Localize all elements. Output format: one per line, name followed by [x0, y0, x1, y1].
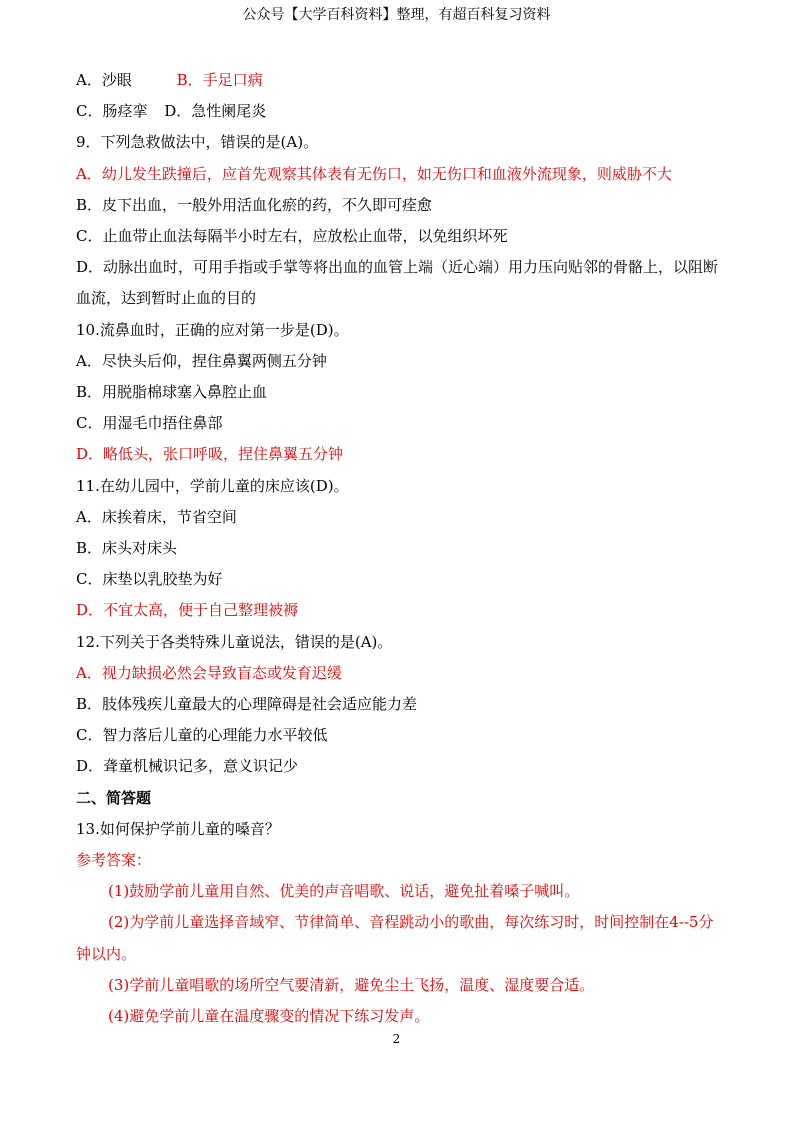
- q11-option-c: C．床垫以乳胶垫为好: [76, 570, 223, 589]
- q8-option-a: A．沙眼: [76, 71, 132, 89]
- page-number: 2: [392, 1032, 401, 1046]
- q13-answer-point-4: (4)避免学前儿童在温度骤变的情况下练习发声。: [108, 1007, 430, 1026]
- q8-options-row-2: [76, 96, 726, 127]
- q10-option-b: B．用脱脂棉球塞入鼻腔止血: [76, 383, 268, 402]
- q9-option-d: D．动脉出血时，可用手指或手掌等将出血的血管上端（近心端）用力压向贴邻的骨骼上，以阻断血流，达到暂时止血的目的: [76, 258, 719, 308]
- q12-option-b: B．肢体残疾儿童最大的心理障碍是社会适应能力差: [76, 695, 418, 714]
- q8-options-row-1: [76, 65, 726, 96]
- q13-stem: 13.如何保护学前儿童的嗓音？: [76, 819, 280, 838]
- q13-answer-point-2: (2)为学前儿童选择音域窄、节律简单、音程跳动小的歌曲，每次练习时，时间控制在4--5分钟以内。: [76, 913, 714, 963]
- q8-option-b-answer: B．手足口病: [176, 71, 263, 89]
- q9-stem: 9．下列急救做法中，错误的是(A)。: [76, 133, 319, 152]
- q10-stem: 10.流鼻血时，正确的应对第一步是(D)。: [76, 320, 349, 339]
- page-header: 公众号【大学百科资料】整理，有超百科复习资料: [242, 7, 551, 23]
- q11-option-b: B．床头对床头: [76, 539, 178, 558]
- q11-option-a: A．床挨着床，节省空间: [76, 507, 237, 526]
- q12-option-a-answer: A．视力缺损必然会导致盲态或发育迟缓: [76, 663, 342, 682]
- q8-option-d: D．急性阑尾炎: [164, 102, 267, 121]
- q9-option-c: C．止血带止血法每隔半小时左右，应放松止血带，以免组织坏死: [76, 227, 508, 246]
- q10-option-a: A．尽快头后仰，捏住鼻翼两侧五分钟: [76, 351, 327, 370]
- q11-option-d-answer: D．不宜太高，便于自己整理被褥: [76, 601, 299, 620]
- document-body: [76, 65, 726, 1032]
- q13-answer-label: 参考答案：: [76, 851, 152, 870]
- section-heading: 二、简答题: [76, 788, 152, 807]
- q12-option-c: C．智力落后儿童的心理能力水平较低: [76, 726, 328, 745]
- q13-answer-point-3: (3)学前儿童唱歌的场所空气要清新，避免尘土飞扬，温度、湿度要合适。: [108, 975, 595, 994]
- q12-option-d: D．聋童机械识记多，意义识记少: [76, 757, 299, 776]
- q9-option-a-answer: A．幼儿发生跌撞后，应首先观察其体表有无伤口，如无伤口和血液外流现象，则威胁不大: [76, 164, 672, 183]
- q13-answer-point-1: (1)鼓励学前儿童用自然、优美的声音唱歌、说话，避免扯着嗓子喊叫。: [108, 882, 580, 901]
- q11-stem: 11.在幼儿园中，学前儿童的床应该(D)。: [76, 476, 349, 495]
- q8-option-c: C．肠痉挛: [76, 102, 148, 121]
- q10-option-d-answer: D．略低头，张口呼吸，捏住鼻翼五分钟: [76, 445, 344, 464]
- q9-option-b: B．皮下出血，一般外用活血化瘀的药，不久即可痊愈: [76, 195, 433, 214]
- q12-stem: 12.下列关于各类特殊儿童说法，错误的是(A)。: [76, 632, 393, 651]
- q10-option-c: C．用湿毛巾捂住鼻部: [76, 414, 223, 433]
